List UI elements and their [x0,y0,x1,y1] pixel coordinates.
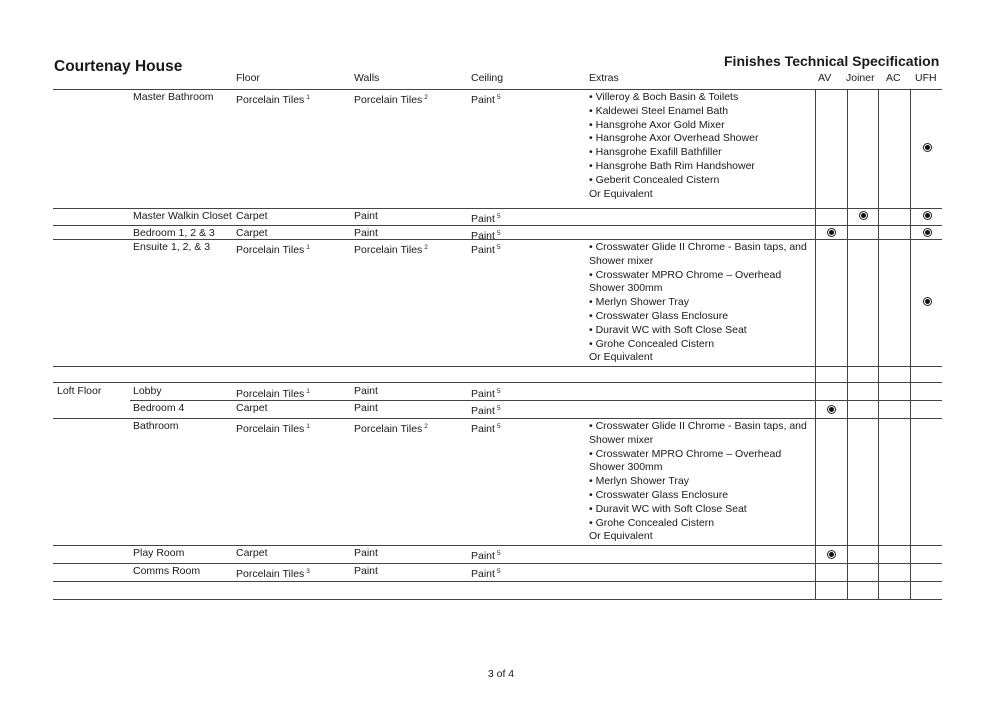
table-column-rule [878,89,879,600]
row-extras-line: • Crosswater Glide II Chrome - Basin taps, and [589,241,807,253]
footnote-ref: 2 [424,244,428,251]
column-header-ac: AC [886,72,901,84]
row-walls-text: Porcelain Tiles [354,94,423,106]
row-extras-line: • Duravit WC with Soft Close Seat [589,323,747,336]
bullet-mark-ufh-icon [924,212,931,219]
table-rule [53,366,942,367]
row-ceiling [471,91,501,108]
footnote-ref: 3 [306,568,310,575]
spec-title: Finishes Technical Specification [724,53,940,69]
row-room-text: Master Bathroom [133,91,214,103]
row-walls-text: Paint [354,227,378,239]
footnote-ref: 5 [496,244,501,251]
row-extras-line: • Grohe Concealed Cistern [589,516,715,529]
row-ceiling [471,547,501,564]
footnote-ref: 5 [496,568,501,575]
row-floor [236,210,268,224]
page-number: 3 of 4 [487,668,515,680]
row-ceiling-text: Paint [471,550,495,562]
row-room-text: Master Walkin Closet [133,210,232,222]
row-room-text: Comms Room [133,565,201,577]
row-floor-text: Porcelain Tiles [236,388,305,400]
column-header-walls: Walls [354,72,380,84]
row-room-text: Play Room [133,547,185,559]
row-extras-line: • Crosswater MPRO Chrome – Overhead [589,447,782,460]
row-ceiling-text: Paint [471,423,495,435]
row-floor-text: Porcelain Tiles [236,94,305,106]
row-floor-text: Carpet [236,210,268,222]
row-extras-line: • Geberit Concealed Cistern [589,173,720,186]
document-title: Courtenay House [54,58,183,75]
row-ceiling [471,241,501,258]
row-ceiling [471,210,501,227]
row-extras-line: Shower 300mm [589,282,663,295]
row-walls [354,402,378,416]
row-walls [354,91,428,108]
row-walls [354,241,428,258]
row-extras-line: • Hansgrohe Axor Gold Mixer [589,118,725,131]
row-extras-line: • Hansgrohe Axor Overhead Shower [589,132,759,145]
row-extras-line: Or Equivalent [589,530,653,543]
row-walls [354,420,428,437]
row-extras-line: • Kaldewei Steel Enamel Bath [589,104,729,117]
row-floor-text: Porcelain Tiles [236,423,305,435]
footnote-ref: 5 [496,405,501,412]
row-extras-line: Shower 300mm [589,461,663,474]
row-extras-line: • Crosswater Glass Enclosure [589,489,729,501]
row-floor [236,91,310,108]
table-rule [53,89,942,90]
row-ceiling [471,402,501,419]
row-room-text: Ensuite 1, 2, & 3 [133,241,211,253]
row-floor [236,547,268,561]
row-walls [354,210,378,224]
column-header-extras: Extras [589,72,619,84]
footnote-ref: 2 [424,423,428,430]
bullet-mark-ufh-icon [924,144,931,151]
row-ceiling-text: Paint [471,230,495,242]
row-ceiling-text: Paint [471,213,495,225]
column-header-joinery: Joiner [846,72,875,84]
row-extras-line: Or Equivalent [589,351,653,364]
row-room [133,420,179,434]
table-rule [53,208,942,209]
row-floor [236,227,268,241]
row-level [57,385,101,399]
row-room [133,385,162,399]
row-extras-line: • Merlyn Shower Tray [589,296,689,309]
footnote-ref: 5 [496,550,501,557]
row-walls-text: Porcelain Tiles [354,244,423,256]
row-extras-line: • Grohe Concealed Cistern [589,337,715,350]
footnote-ref: 5 [496,388,501,395]
row-walls-text: Paint [354,385,378,397]
footnote-ref: 1 [306,423,310,430]
column-header-ceiling: Ceiling [471,72,504,84]
row-walls [354,565,378,579]
table-rule [53,382,942,383]
row-ceiling-text: Paint [471,388,495,400]
row-room-text: Bedroom 1, 2 & 3 [133,227,215,239]
row-walls-text: Paint [354,402,378,414]
footnote-ref: 2 [424,94,428,101]
table-rule [53,599,942,600]
row-ceiling-text: Paint [471,244,495,256]
row-ceiling-text: Paint [471,405,495,417]
row-walls-text: Paint [354,547,378,559]
footnote-ref: 5 [496,423,501,430]
row-level-text: Loft Floor [57,385,102,397]
column-header-av: AV [818,72,832,84]
row-room [133,402,184,416]
row-ceiling [471,420,501,437]
row-room [133,91,214,105]
footnote-ref: 1 [306,94,310,101]
row-room [133,565,200,579]
row-walls [354,227,378,241]
row-ceiling [471,565,501,582]
bullet-mark-av-icon [828,229,835,236]
footnote-ref: 5 [496,94,501,101]
row-floor-text: Carpet [236,402,268,414]
row-floor [236,420,310,437]
row-floor-text: Carpet [236,547,268,559]
row-extras-line: • Crosswater MPRO Chrome – Overhead [589,268,782,281]
row-floor-text: Carpet [236,227,268,239]
row-room [133,241,210,255]
row-extras-line: • Crosswater Glide II Chrome - Basin taps, and [589,420,807,432]
row-walls-text: Paint [354,210,378,222]
row-extras-line: • Villeroy & Boch Basin & Toilets [589,91,739,103]
bullet-mark-joinery-icon [860,212,867,219]
row-ceiling-text: Paint [471,94,495,106]
row-extras-line: Shower mixer [589,254,654,267]
table-column-rule [910,89,911,600]
row-floor [236,402,268,416]
footnote-ref: 5 [496,230,501,237]
row-ceiling-text: Paint [471,568,495,580]
row-floor-text: Porcelain Tiles [236,244,305,256]
row-extras-line: • Hansgrohe Exafill Bathfiller [589,146,722,159]
row-floor [236,385,310,402]
row-extras-line: • Merlyn Shower Tray [589,475,689,488]
row-floor-text: Porcelain Tiles [236,568,305,580]
table-column-rule [847,89,848,600]
row-walls-text: Porcelain Tiles [354,423,423,435]
row-walls [354,385,378,399]
row-extras-line: • Crosswater Glass Enclosure [589,310,729,322]
column-header-ufh: UFH [915,72,937,84]
row-room-text: Lobby [133,385,162,397]
row-room [133,227,215,241]
table-column-rule [815,89,816,600]
row-extras-line: • Duravit WC with Soft Close Seat [589,502,747,515]
bullet-mark-av-icon [828,406,835,413]
row-extras-line: Shower mixer [589,433,654,446]
footnote-ref: 1 [306,388,310,395]
bullet-mark-ufh-icon [924,229,931,236]
table-rule [53,545,942,546]
row-extras-line: Or Equivalent [589,187,653,200]
row-room [133,210,232,224]
row-floor [236,241,310,258]
footnote-ref: 5 [496,213,501,220]
row-floor [236,565,310,582]
footnote-ref: 1 [306,244,310,251]
column-header-floor: Floor [236,72,260,84]
bullet-mark-av-icon [828,551,835,558]
row-ceiling [471,385,501,402]
bullet-mark-ufh-icon [924,298,931,305]
row-room [133,547,184,561]
row-room-text: Bedroom 4 [133,402,185,414]
row-extras-line: • Hansgrohe Bath Rim Handshower [589,160,755,172]
row-walls [354,547,378,561]
row-room-text: Bathroom [133,420,179,432]
row-walls-text: Paint [354,565,378,577]
